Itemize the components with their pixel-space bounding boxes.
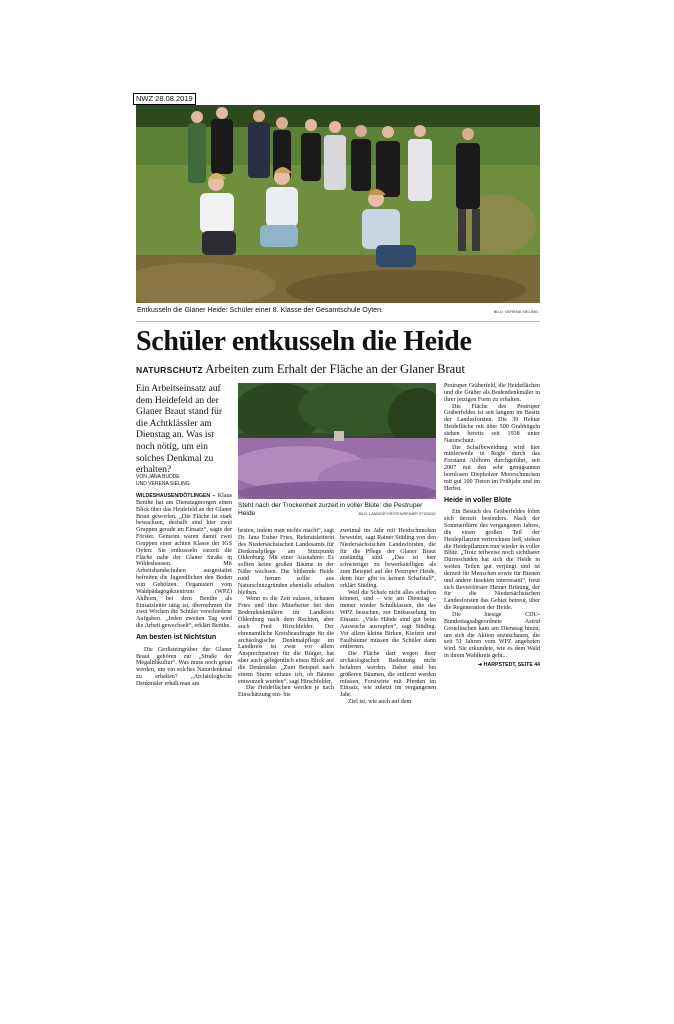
main-photo-caption: Entkusseln die Glaner Heide: Schüler einer 8. Klasse der Gesamtschule Oyten. (137, 307, 383, 314)
subheading-nichtstun: Am besten ist Nichtstun (136, 633, 217, 641)
column-2-paragraph-2: Wenn es die Zeit zulasse, schauen Fries und ihre Mitarbeiter bei den Bodendenkmälern im Landkreis Oldenburg nach dem Rechten, aber auch Fred Hirschfelder. Der ehrenamtliche Kreisbeauftragte für die archäologische Denkmalpflege im Landkreis ist zwar vor allem Ansprechpartner für die Bürger, hat aber auch gelegentlich einen Blick auf die Denkmäler. „Zum Beispiel nach einem Sturm schaue ich, ob Bäume entwurzelt wurden“, sagt Hirschfelder. (238, 596, 334, 685)
column-3-paragraph-1: zweimal im Jahr mit Heidschnucken beweidet, sagt Rainer Stüding von den Niedersächsischen Landesforsten, die für die Pflege der Glaner Braut zuständig sind. „Das ist hier schwieriger zu bewerkstelligen als zum Beispiel auf der Pestruper Heide, denn hier gibt es keinen Schafstall“, erklärt Stüding. (340, 528, 436, 589)
column-1-paragraph-2: Die Großsteingräber der Glaner Braut gehören zur „Straße der Megalithkultur“. Was muss noch getan werden, um ein solches Naturdenkmal zu erhalten? „Archäologische Denkmäler erhält man am (136, 646, 232, 687)
main-photo (136, 105, 540, 303)
heath-photo-credit: BILD: LANDESFORSTEN/REINER STÜDING (358, 512, 436, 516)
divider (136, 321, 540, 322)
column-3-paragraph-3: Die Fläche darf wegen ihrer archäologischen Bedeutung nicht befahren werden. Daher sind bei größeren Bäumen, die entfernt werden müssen, Forstwirte mit Pferden im Einsatz, wie zuletzt im vergangenen Jahr. (340, 651, 436, 699)
dateline: NWZ 28.08.2019 (133, 93, 196, 105)
column-2-paragraph-3: Die Heideflächen werden je nach Einschätzung ein- bis (238, 685, 334, 699)
article-column-4 (444, 383, 540, 669)
placeline: WILDESHAUSEN/DÖTLINGEN – (136, 493, 216, 499)
byline (136, 474, 236, 487)
kicker-tag: NATURSCHUTZ (136, 365, 203, 375)
lead-paragraph: Ein Arbeitseinsatz auf dem Heidefeld an der Glaner Braut stand für die Achtklässler am Dienstag an. Was ist noch nötig, um ein solches Denkmal zu erhalten? (136, 383, 223, 476)
article-column-2 (238, 528, 334, 699)
heath-photo (238, 383, 436, 499)
kicker-text: Arbeiten zum Erhalt der Fläche an der Glaner Braut (205, 362, 465, 376)
column-4-paragraph-5: Die hiesige CDU-Bundestagsabgeordnete Astrid Grotelüschen kam am Dienstag hinzu, um sich die Aktion anzuschauen, die seit 51 Jahren vom WPZ angeboten wird. Sie erkundete, wie es dem Wald in ihrem Wahlkreis geht... (444, 612, 540, 660)
continuation-reference: ➔ HARPSTEDT, SEITE 44 (478, 661, 540, 668)
column-1-paragraph-1 (136, 493, 232, 630)
subheading-voller-bluete: Heide in voller Blüte (444, 496, 512, 504)
headline: Schüler entkusseln die Heide (136, 326, 472, 357)
article-column-1 (136, 493, 232, 688)
column-4-paragraph-2: Die Fläche des Pestruper Gräberfeldes ist seit langem im Besitz der Landesforsten. Die 39 Hektar Heidefläche mit über 500 Grabhügeln stehen bereits seit 1938 unter Naturschutz. (444, 403, 540, 444)
kicker (136, 362, 540, 377)
article-column-3 (340, 528, 436, 706)
column-3-paragraph-4: Ziel ist, wie auch auf dem (348, 699, 412, 706)
main-photo-image (136, 105, 540, 303)
byline-line-1: VON JANA BUDDE (136, 474, 180, 480)
main-photo-credit: BILD: VERENA SIELING (493, 309, 538, 314)
heath-photo-caption: Steht nach der Trockenheit zurzeit in voller Blüte: die Pestruper Heide (238, 502, 423, 517)
heath-photo-image (238, 383, 436, 499)
column-2-paragraph-1: besten, indem man nichts macht“, sagt Dr. Jana Esther Fries, Referatsleiterin des Niedersächsischen Landesamts für Denkmalpflege am Stützpunkt Oldenburg. Mit einer Ausnahme: Es sollten keine großen Bäume in der Nähe wachsen. Die blühende Heide rund herum sollte aus Naturschutzgründen ebenfalls erhalten bleiben. (238, 528, 334, 596)
byline-line-2: UND VERENA SIELING (136, 480, 190, 487)
column-4-paragraph-3: Die Schafbeweidung wird hier mittlerweile in Regie durch das Forstamt Ahlhorn durchgeführt, seit 2007 mit den sehr genügsamen hornlosen Diepholzer Moorschnucken mit gut 100 Tieren im Frühjahr und im Herbst. (444, 444, 540, 492)
column-3-paragraph-2: Weil die Schafe nicht alles schaffen können, sind – wie am Dienstag – immer wieder Schulklassen, die das WPZ besuchen, zur Entkusselung im Einsatz. „Viele Hände sind gut beim Auswuchs ausrupfen“, sagt Stüding. Vor allem kleine Birken, Kiefern und Faulbäume müssen die Schüler dann entfernen. (340, 589, 436, 651)
column-4-paragraph-1: Pestruper Gräberfeld, die Heideflächen und die Gräber als Bodendenkmäler in ihrer jetzigen Form zu erhalten. (444, 383, 540, 403)
column-1-text-1: Klaus Benthe hat am Dienstagmorgen einen Blick über das Heidefeld an der Glaner Braut geworfen. „Die Fläche ist stark bewachsen, deshalb sind hier zwei Gruppen gerade im Einsatz“, sagte der Förster. Gemeint waren damit zwei Gruppen einer achten Klasse der IGS Oyten: Sie entkusseln zurzeit die Fläche nahe der Glaner Straße in Wildeshausen. Mit Arbeitshandschuhen ausgestattet befreiten die Jugendlichen den Boden von Gehölzen. Organisiert vom Waldpädagogikzentrum (WPZ) Ahlhorn, bei dem Benthe als Einsatzleiter tätig ist, übernehmen für zwei Wochen die Schüler verschiedene Aufgaben. „Jeden zweiten Tag wird die Arbeit gewechselt“, erklärt Benthe. (136, 493, 232, 630)
column-4-paragraph-4: Ein Besuch des Gräberfeldes lohnt sich derzeit besonders. Nach der Sommerdürre des vergangenen Jahres, die einen großen Teil der Heidepflanzen vertrocknen ließ, stehen die Heidepflanzen nun wieder in voller Blüte. „Trotz teilweise noch sichtbarer Dürreschäden hat sich die Heide in weiten Teilen gut verjüngt und ist derzeit für Menschen sowie für Bienen und andere Insekten interessant“, freut sich Revierförster Heiner Brüning, der für die Niedersächsischen Landesforsten das Gebiet betreut, über die Regeneration der Heide. (444, 509, 540, 612)
